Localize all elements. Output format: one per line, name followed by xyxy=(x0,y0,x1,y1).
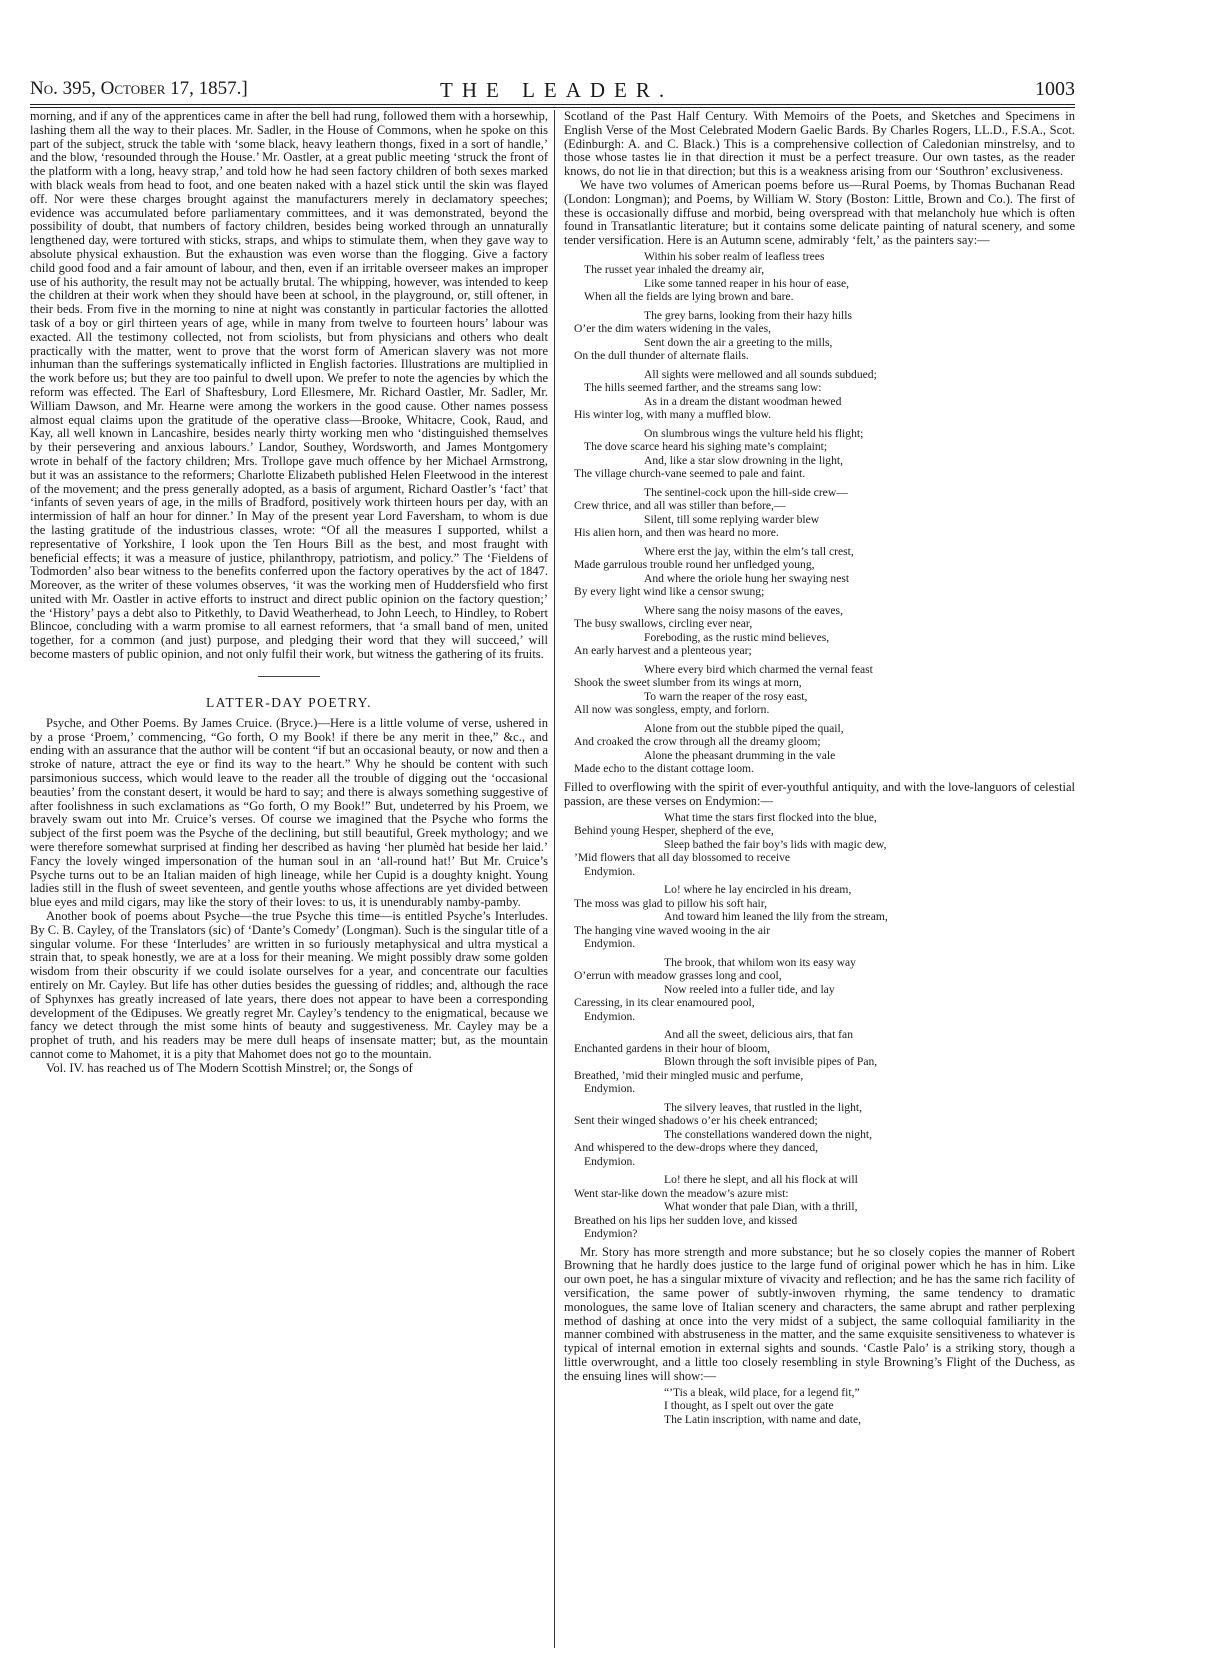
poem-line: Now reeled into a fuller tide, and lay xyxy=(664,982,835,996)
poem-line: The hanging vine waved wooing in the air xyxy=(574,923,771,937)
left-column xyxy=(30,110,548,1076)
poem-line: On the dull thunder of alternate flails. xyxy=(574,349,749,363)
poem-line: Where sang the noisy masons of the eaves, xyxy=(644,603,843,617)
poem-line: All sights were mellowed and all sounds subdued; xyxy=(644,367,877,381)
poem-line: The constellations wandered down the night, xyxy=(664,1127,872,1141)
poem-line: Crew thrice, and all was stiller than before,— xyxy=(574,499,786,513)
poem-line: Shook the sweet slumber from its wings at morn, xyxy=(574,676,802,690)
poem-line: Silent, till some replying warder blew xyxy=(644,512,820,526)
poem-line: Made garrulous trouble round her unfledged young, xyxy=(574,558,815,572)
poem-line: As in a dream the distant woodman hewed xyxy=(644,394,842,408)
poem-line: What time the stars first flocked into the blue, xyxy=(664,810,877,824)
poem-line: Within his sober realm of leafless trees xyxy=(644,249,825,263)
poem-line: O’errun with meadow grasses long and cool, xyxy=(574,969,782,983)
section-heading: LATTER-DAY POETRY. xyxy=(205,694,372,710)
poem-line: All now was songless, empty, and forlorn. xyxy=(574,703,770,717)
page-header xyxy=(30,78,1075,102)
poem-line: Sent their winged shadows o’er his cheek entranced; xyxy=(574,1114,818,1128)
poem-line: And all the sweet, delicious airs, that fan xyxy=(664,1028,853,1042)
poem-line: ’Mid flowers that all day blossomed to receive xyxy=(574,851,791,865)
column-divider xyxy=(554,110,555,1648)
poem-line: Lo! there he slept, and all his flock at will xyxy=(664,1173,858,1187)
newspaper-title: THE LEADER. xyxy=(440,78,674,102)
poem-line: Breathed on his lips her sudden love, and kissed xyxy=(574,1213,798,1227)
cayley-review: Another book of poems about Psyche—the true Psyche this time—is entitled Psyche’s Interludes. By C. B. Cayley, of the Translators (sic) of ‘Dante’s Comedy’ (Longman). Such is the singular title of a singular volume. For these ‘Interludes’ are written in so furiously metaphysical and ultra mystical a strain that, to speak honestly, we are at a loss for their meaning. We might possibly draw some golden wisdom from their obscurity if we could isolate ourselves for a year, and concentrate our faculties entirely on Mr. Cayley. But life has other duties besides the guessing of riddles; and, although the race of Sphynxes has greatly increased of late years, there does not appear to have been a corresponding development of the Œdipuses. We greatly regret Mr. Cayley’s tendency to the enigmatical, because we fancy we detect through the mist some hints of beauty and suggestiveness. Mr. Cayley may be a prophet of truth, and his readers may be mere dull heaps of insensate matter; but, as the mountain cannot come to Mahomet, it is a pity that Mahomet does not go to the mountain. xyxy=(30,909,548,1061)
poem-line: The village church-vane seemed to pale and faint. xyxy=(574,467,806,481)
poem-refrain: Endymion. xyxy=(584,937,636,951)
psyche-review: Psyche, and Other Poems. By James Cruice. (Bryce.)—Here is a little volume of verse, ushered in by a prose ‘Proem,’ commencing, “Go forth, O my Book! if there be any merit in thee,” &c., and ending with an assurance that the author will be content “if but an occasional beauty, or now and then a stroke of nature, attract the eye or find its way to the heart.” Why he should be content with such parsimonious success, which would leave to the reader all the trouble of digging out the ‘occasional beauties’ from the constant desert, it would be hard to say; and there is always something suggestive of after foolishness in such exclamations as “Go forth, O my Book!” But, undeterred by his Proem, we bravely swam out into Mr. Cruice’s verses. Of course we imagined that the Psyche who forms the subject of the first poem was the Psyche of the declining, but still beautiful, Greek mythology; and we were therefore somewhat surprised at finding her described as having ‘her plumèd hat beside her laid.’ Fancy the lovely winged impersonation of the human soul in an ‘all-round hat!’ But Mr. Cruice’s Psyche turns out to be an Italian maiden of high lineage, while her Cupid is a doughty knight. Young ladies still in the flush of sweet seventeen, and gentle youths whose affections are yet divided between blue eyes and mild cigars, may like the story of their loves: to us, it is unendurably namby-pamby. xyxy=(30,715,548,910)
header-rule-thin xyxy=(30,107,1075,108)
poem-line: Made echo to the distant cottage loom. xyxy=(574,762,754,776)
poem-line: An early harvest and a plenteous year; xyxy=(574,644,752,658)
poem-line: O’er the dim waters widening in the vales, xyxy=(574,322,772,336)
poem-line: The grey barns, looking from their hazy hills xyxy=(644,308,852,322)
scottish-minstrel-review: Vol. IV. has reached us of The Modern Scottish Minstrel; or, the Songs of xyxy=(46,1060,413,1075)
poem-line: Alone the pheasant drumming in the vale xyxy=(644,748,836,762)
poem-line: Where erst the jay, within the elm’s tall crest, xyxy=(644,544,854,558)
poem-refrain: Endymion. xyxy=(584,1082,636,1096)
poem-line: Sent down the air a greeting to the mills, xyxy=(644,335,833,349)
poem-refrain: Endymion. xyxy=(584,864,636,878)
poem-line: The silvery leaves, that rustled in the light, xyxy=(664,1100,863,1114)
factory-article-text: morning, and if any of the apprentices came in after the bell had rung, followed them with a horsewhip, lashing them all the way to their places. Mr. Sadler, in the House of Commons, when he spoke on this part of the subject, struck the table with ‘some black, heavy leathern thongs, fixed in a sort of handle,’ and the blow, ‘resounded through the House.’ Mr. Oastler, at a great public meeting ‘struck the front of the platform with a long, heavy strap,’ and told how he had seen factory children of both sexes marked with black weals from head to foot, and one beaten naked with a hazel stick until the skin was flayed off. Nor were these charges brought against the manufacturers merely in declamatory speeches; evidence was accumulated before parliamentary committees, and it was demonstrated, beyond the possibility of doubt, that numbers of factory children, besides being worked through an unnaturally lengthened day, were tortured with sticks, straps, and whips to stimulate them, when they gave way to absolute physical exhaustion. But the exhaustion was even worse than the flogging. Give a factory child good food and a fair amount of labour, and then, even if an irritable overseer makes an improper use of his authority, the result may not be actually brutal. The whipping, however, was intended to keep the children at their work when they should have been at school, in the playground, or, still oftener, in their beds. From five in the morning to nine at night was constantly in particular factories the allotted task of a boy or girl thirteen years of age, while in many from twelve to fourteen hours’ labour was exacted. All the testimony collected, not from sciolists, but from physicians and others who dealt practically with the matter, went to prove that the worst form of American slavery was not more inhuman than the sufferings systematically inflicted in English factories. Illustrations are multiplied in the work before us; but they are too painful to dwell upon. We prefer to note the agencies by which the reform was effected. The Earl of Shaftesbury, Lord Ellesmere, Mr. Richard Oastler, Mr. Sadler, Mr. William Dawson, and Mr. Hearne were among the workers in the good cause. Other names possess almost equal claims upon the gratitude of the operative class—Brooke, Whitacre, Cook, Raud, and Kay, all well known in Lancashire, besides nearly thirty working men who ‘distinguished themselves by their persevering and anxious labours.’ Landor, Southey, Wordsworth, and James Montgomery wrote in behalf of the factory children; Mrs. Trollope gave much offence by her Michael Armstrong, but it was an assistance to the reformers; Charlotte Elizabeth published Helen Fleetwood in the interest of the movement; and the press generally adopted, as a basis of argument, Richard Oastler’s ‘fact’ that ‘infants of seven years of age, in the mills of Bradford, positively work thirteen hours per day, with an intermission of half an hour for dinner.’ In May of the present year Lord Faversham, to whom is due the lasting gratitude of the industrious classes, wrote: “Of all the measures I supported, whilst a representative of Yorkshire, I look upon the Ten Hours Bill as the best, and most fraught with beneficial effects; it was a measure of justice, philanthropy, patriotism, and policy.” The ‘Fieldens of Todmorden’ also bear witness to the benefits conferred upon the factory operatives by the act of 1847. Moreover, as the writer of these volumes observes, ‘it was the working men of Huddersfield who first united with Mr. Oastler in active efforts to instruct and direct public opinion on the factory question;’ the ‘History’ pays a debt also to Pitkethly, to David Weatherhead, to John Leech, to Hindley, to Robert Blincoe, concluding with a warm promise to all earnest reformers, that ‘a small band of men, united together, for a common (and just) purpose, and pledging their word that they will succeed,’ will become masters of public opinion, and not only fulfil their work, but witness the gathering of its fruits. xyxy=(30,109,548,662)
poem-line: And croaked the crow through all the dreamy gloom; xyxy=(574,735,821,749)
page-number: 1003 xyxy=(1035,78,1075,100)
poem-line: Blown through the soft invisible pipes of Pan, xyxy=(664,1055,878,1069)
poem-line: The dove scarce heard his sighing mate’s complaint; xyxy=(584,440,828,454)
poem-line: And, like a star slow drowning in the light, xyxy=(644,453,844,467)
poem-line: On slumbrous wings the vulture held his flight; xyxy=(644,426,864,440)
castle-palo-excerpt xyxy=(564,1386,1075,1427)
header-rule xyxy=(30,104,1075,105)
poem-line: The sentinel-cock upon the hill-side crew— xyxy=(644,485,848,499)
poem-line: “’Tis a bleak, wild place, for a legend fit,” xyxy=(664,1385,860,1399)
poem-refrain: Endymion. xyxy=(584,1009,636,1023)
endymion-intro: Filled to overflowing with the spirit of ever-youthful antiquity, and with the love-languors of celestial passion, are these verses on Endymion:— xyxy=(564,779,1075,808)
scottish-minstrel-continued: Scotland of the Past Half Century. With Memoirs of the Poets, and Sketches and Specimens in English Verse of the Most Celebrated Modern Gaelic Bards. By Charles Rogers, LL.D., F.S.A., Scot. (Edinburgh: A. and C. Black.) This is a comprehensive collection of Caledonian minstrelsy, and to those whose tastes lie in that direction it must be a perfect treasure. Our own tastes, as the reader knows, do not lie in that direction; but this is a weakness arising from our ‘Southron’ exclusiveness. xyxy=(564,109,1075,179)
right-column xyxy=(564,110,1075,1426)
poem-line: Alone from out the stubble piped the quail, xyxy=(644,721,844,735)
poem-line: The brook, that whilom won its easy way xyxy=(664,955,856,969)
poem-line: Enchanted gardens in their hour of bloom, xyxy=(574,1041,771,1055)
poem-line: His alien horn, and then was heard no more. xyxy=(574,526,779,540)
issue-date: No. 395, October 17, 1857.] xyxy=(30,78,248,99)
poem-line: When all the fields are lying brown and bare. xyxy=(584,290,794,304)
poem-line: The Latin inscription, with name and date, xyxy=(664,1412,862,1426)
poem-line: And whispered to the dew-drops where they danced, xyxy=(574,1141,819,1155)
poem-line: By every light wind like a censor swung; xyxy=(574,585,765,599)
poem-refrain: Endymion. xyxy=(584,1154,636,1168)
poem-line: The russet year inhaled the dreamy air, xyxy=(584,263,765,277)
autumn-poem xyxy=(564,250,1075,776)
poem-line: Foreboding, as the rustic mind believes, xyxy=(644,630,830,644)
section-divider xyxy=(258,676,320,677)
poem-line: His winter log, with many a muffled blow. xyxy=(574,408,772,422)
poem-line: Sleep bathed the fair boy’s lids with magic dew, xyxy=(664,837,887,851)
poem-line: Like some tanned reaper in his hour of ease, xyxy=(644,276,850,290)
poem-line: Lo! where he lay encircled in his dream, xyxy=(664,883,852,897)
poem-line: And where the oriole hung her swaying nest xyxy=(644,571,850,585)
poem-line: The busy swallows, circling ever near, xyxy=(574,617,753,631)
poem-line: Where every bird which charmed the vernal feast xyxy=(644,662,873,676)
poem-line: The moss was glad to pillow his soft hair, xyxy=(574,896,768,910)
poem-line: Breathed, ’mid their mingled music and perfume, xyxy=(574,1068,804,1082)
poem-refrain: Endymion? xyxy=(584,1227,638,1241)
poem-line: Caressing, in its clear enamoured pool, xyxy=(574,996,755,1010)
poem-line: And toward him leaned the lily from the stream, xyxy=(664,910,888,924)
poem-line: To warn the reaper of the rosy east, xyxy=(644,689,808,703)
story-review: Mr. Story has more strength and more substance; but he so closely copies the manner of Robert Browning that he hardly does justice to the large fund of original power which he has in him. Like our own poet, he has a singular mixture of vivacity and reflection; and he has the same rich facility of versification, the same power of subtly-inwoven rhyming, the same tendency to dramatic monologues, the same love of Italian scenery and characters, the same abrupt and rather perplexing method of dashing at once into the very midst of a subject, the same colloquial familiarity in the manner combined with abstruseness in the matter, and the same exquisite sensitiveness to whatever is typical of internal emotion in external sights and sounds. ‘Castle Palo’ is a striking story, though a little overwrought, and a little too closely resembling in style Browning’s Flight of the Duchess, as the ensuing lines will show:— xyxy=(564,1244,1075,1383)
endymion-poem xyxy=(564,811,1075,1241)
poem-line: Went star-like down the meadow’s azure mist: xyxy=(574,1186,789,1200)
poem-line: What wonder that pale Dian, with a thrill, xyxy=(664,1200,858,1214)
american-poems-review: We have two volumes of American poems before us—Rural Poems, by Thomas Buchanan Read (London: Longman); and Poems, by William W. Story (Boston: Little, Brown and Co.). The first of these is occasionally diffuse and morbid, being overspread with that melancholy hue which is often found in Transatlantic literature; but it contains some delicate painting of natural scenery, and some tender versification. Here is an Autumn scene, admirably ‘felt,’ as the painters say:— xyxy=(564,177,1075,248)
poem-line: Behind young Hesper, shepherd of the eve, xyxy=(574,824,774,838)
poem-line: I thought, as I spelt out over the gate xyxy=(664,1399,834,1413)
poem-line: The hills seemed farther, and the streams sang low: xyxy=(584,381,822,395)
